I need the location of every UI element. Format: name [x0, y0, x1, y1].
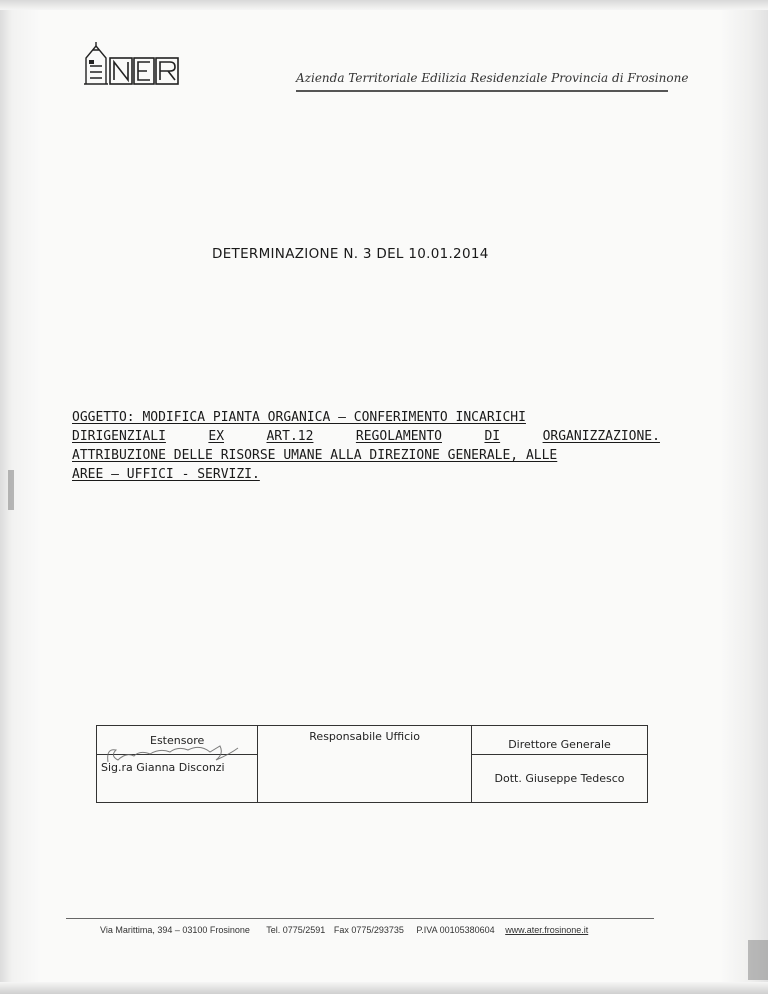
- scan-corner-shadow: [748, 940, 768, 980]
- handwritten-signature: [104, 740, 244, 768]
- scan-top-shadow: [0, 0, 768, 10]
- subject-line-3: ATTRIBUZIONE DELLE RISORSE UMANE ALLA DIREZIONE GENERALE, ALLE: [72, 448, 558, 463]
- header-divider: [296, 90, 668, 92]
- subject-word: EX: [208, 429, 225, 444]
- subject-word: DI: [484, 429, 501, 444]
- footer-piva: P.IVA 00105380604: [416, 925, 495, 935]
- footer-address: Via Marittima, 394 – 03100 Frosinone: [100, 925, 250, 935]
- footer-fax: Fax 0775/293735: [333, 925, 404, 935]
- subject-word: ART.12: [266, 429, 314, 444]
- footer-divider: [66, 918, 654, 919]
- footer-phone: Tel. 0775/2591: [266, 925, 326, 935]
- scan-bottom-shadow: [0, 982, 768, 994]
- subject-word: REGOLAMENTO: [355, 429, 442, 444]
- footer-website: www.ater.frosinone.it: [505, 925, 589, 935]
- header-estensore: Estensore: [97, 726, 258, 755]
- direttore-name: Dott. Giuseppe Tedesco: [471, 755, 647, 803]
- estensore-name: Sig.ra Gianna Disconzi: [97, 755, 258, 803]
- subject-word: DIRIGENZIALI: [72, 429, 166, 444]
- document-number-title: DETERMINAZIONE N. 3 DEL 10.01.2014: [212, 246, 489, 262]
- subject-word: ORGANIZZAZIONE.: [542, 429, 660, 444]
- header-direttore: Direttore Generale: [471, 726, 647, 755]
- scan-edge-mark: [8, 470, 14, 510]
- ater-logo: [84, 40, 180, 86]
- footer: [100, 925, 660, 935]
- header-responsabile-label: Responsabile Ufficio: [309, 730, 420, 743]
- header-tagline: Azienda Territoriale Edilizia Residenziale Provincia di Frosinone: [296, 71, 689, 85]
- subject-block: [72, 408, 660, 484]
- header-responsabile: [258, 726, 472, 803]
- subject-line-4: AREE – UFFICI - SERVIZI.: [72, 467, 260, 482]
- subject-line-1: OGGETTO: MODIFICA PIANTA ORGANICA – CONFERIMENTO INCARICHI: [72, 410, 526, 425]
- subject-line-2: [72, 427, 660, 446]
